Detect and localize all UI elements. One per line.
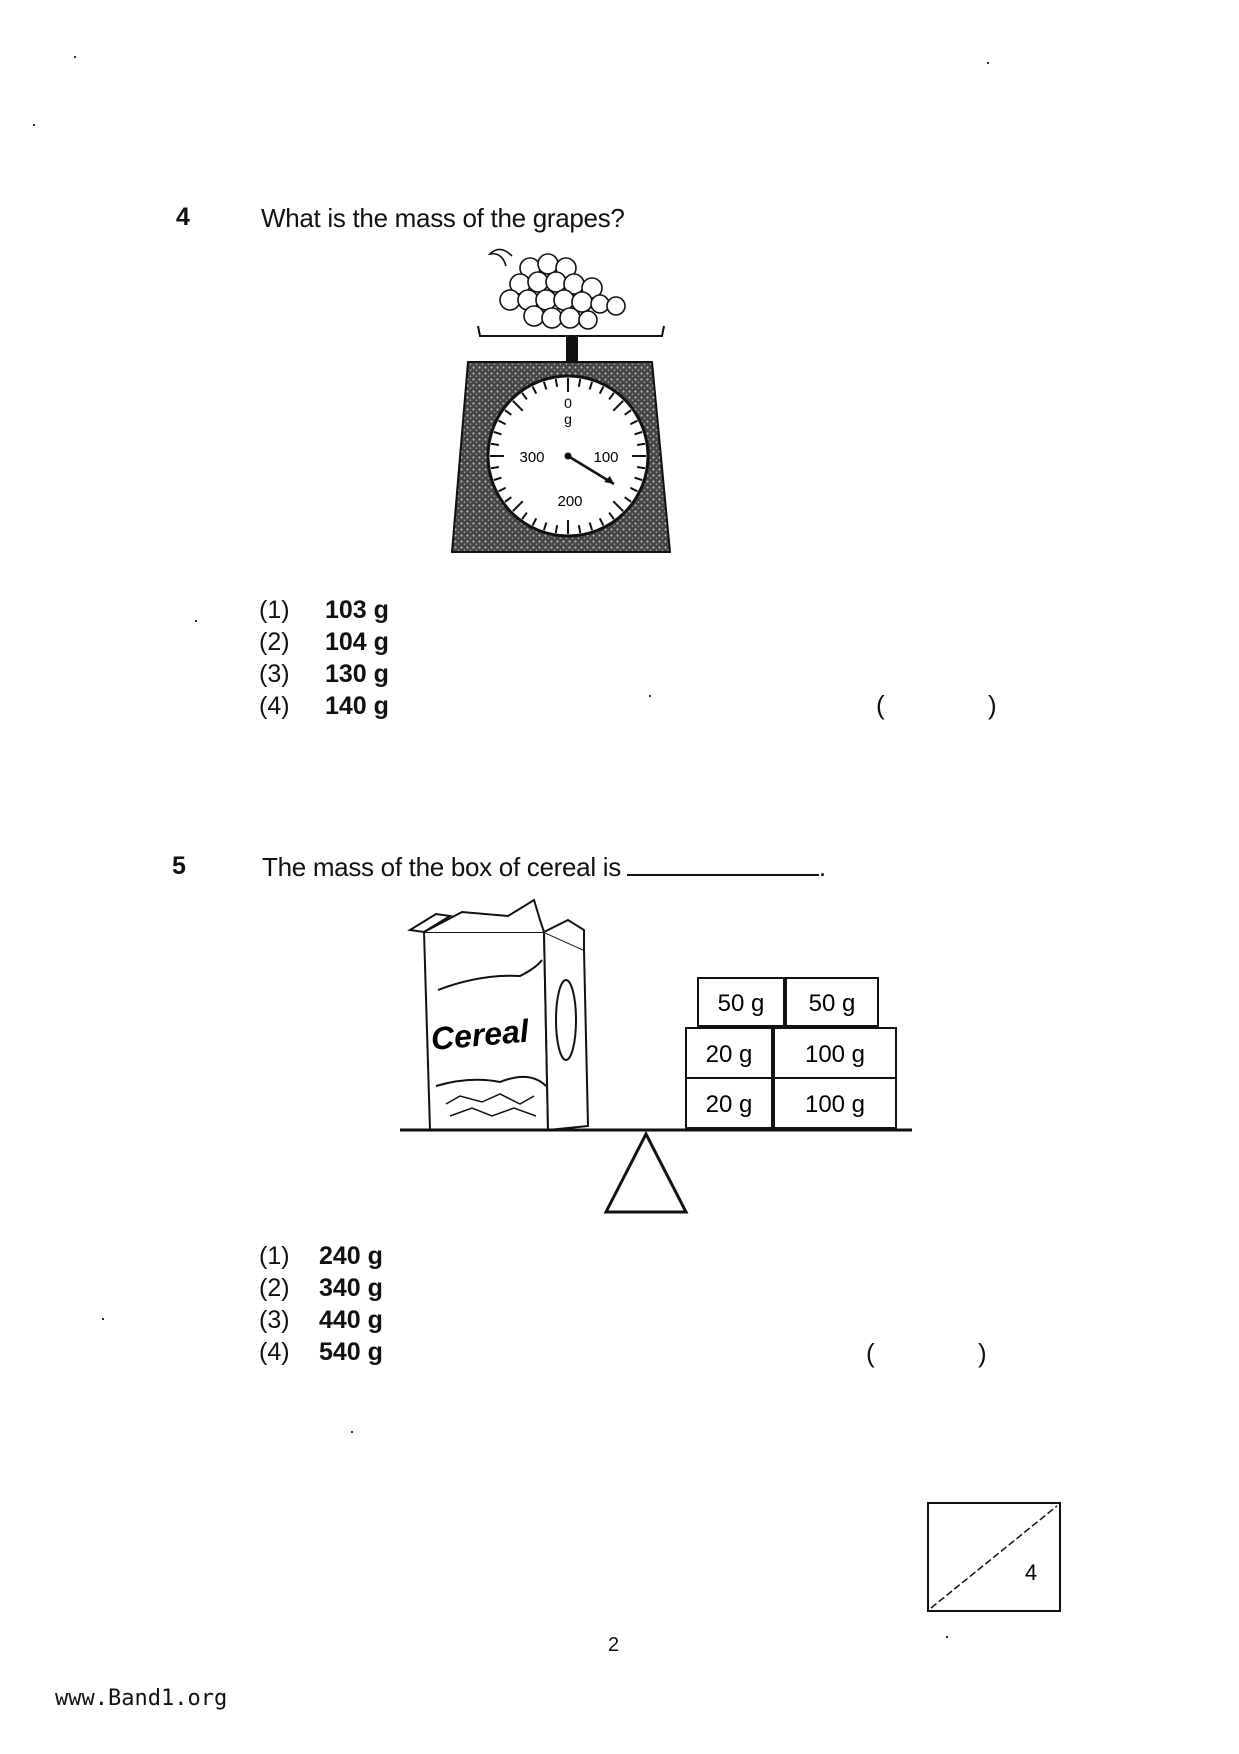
dial-tick: [556, 525, 557, 533]
weight-20g-upper: 20 g: [705, 1041, 753, 1068]
question-4-text: What is the mass of the grapes?: [261, 203, 625, 233]
dial-tick: [579, 525, 580, 533]
option-3: (3) 440 g: [259, 1306, 383, 1334]
scan-speck: [195, 620, 197, 622]
dial-tick: [637, 444, 645, 445]
fulcrum-icon: [606, 1134, 686, 1212]
question-5-number: 5: [172, 852, 186, 880]
question-4-options: [259, 594, 389, 722]
scan-speck: [649, 695, 651, 697]
question-5-text: The mass of the box of cereal is .: [262, 852, 826, 882]
answer-paren-close: ): [988, 690, 997, 720]
footer-site: www.Band1.org: [55, 1686, 228, 1711]
dial-label-100: 100: [593, 449, 619, 466]
dial-tick: [579, 379, 580, 387]
weight-50g-right: 50 g: [808, 990, 856, 1017]
score-value: 4: [1024, 1560, 1038, 1585]
dial-label-zero: 0: [564, 395, 572, 411]
dial-tick: [491, 444, 499, 445]
scan-speck: [33, 124, 35, 126]
weight-50g-left: 50 g: [717, 990, 765, 1017]
dial-tick: [637, 467, 645, 468]
dial-tick: [491, 467, 499, 468]
option-1: (1) 103 g: [259, 596, 389, 624]
question-5-options: [259, 1240, 383, 1368]
option-3: (3) 130 g: [259, 660, 389, 688]
dial-label-300: 300: [519, 449, 545, 466]
weight-100g-upper: 100 g: [804, 1041, 866, 1068]
answer-paren-open: (: [866, 1338, 875, 1368]
dial-tick: [556, 379, 557, 387]
option-2: (2) 340 g: [259, 1274, 383, 1302]
scan-speck: [946, 1636, 948, 1638]
scan-speck: [102, 1318, 104, 1320]
cereal-label: Cereal: [429, 1012, 531, 1057]
option-4: (4) 540 g: [259, 1338, 383, 1366]
dial-label-unit: g: [564, 411, 572, 427]
answer-paren-close: ): [978, 1338, 987, 1368]
scan-speck: [351, 1431, 353, 1433]
weighing-scale-illustration: [430, 240, 690, 560]
scan-speck: [74, 56, 76, 58]
option-2: (2) 104 g: [259, 628, 389, 656]
option-4: (4) 140 g: [259, 692, 389, 720]
dial-label-200: 200: [557, 493, 583, 510]
score-box: [925, 1500, 1065, 1616]
balance-scale-illustration: [390, 890, 920, 1225]
weight-100g-lower: 100 g: [804, 1091, 866, 1118]
question-4-number: 4: [176, 203, 190, 231]
weight-20g-lower: 20 g: [705, 1091, 753, 1118]
option-1: (1) 240 g: [259, 1242, 383, 1270]
answer-paren-open: (: [876, 690, 885, 720]
scan-speck: [987, 62, 989, 64]
page-number: 2: [608, 1634, 620, 1656]
answer-blank: [627, 854, 819, 876]
grapes-icon: [490, 249, 625, 329]
